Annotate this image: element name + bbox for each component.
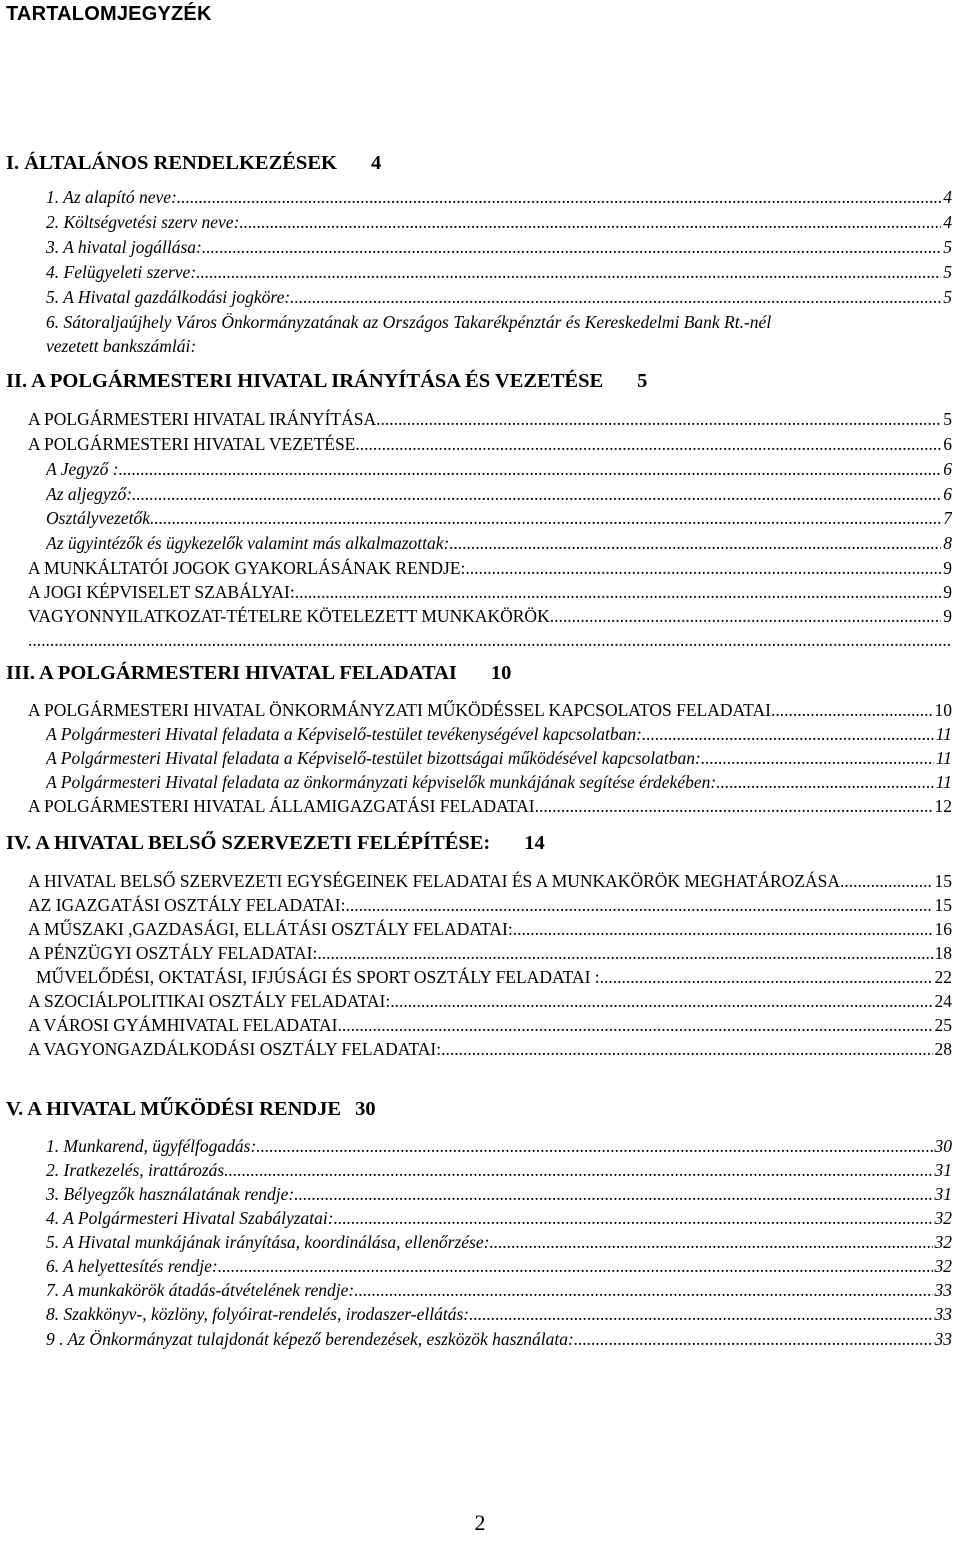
toc-entry[interactable]: A Polgármesteri Hivatal feladata a Képviselő-testület bizottságai működésével kapcsolatban: ..... 11	[46, 746, 952, 770]
section-heading[interactable]	[6, 832, 545, 855]
toc-entry[interactable]: 1. Az alapító neve: ..... 4	[46, 185, 952, 209]
toc-entry[interactable]: A MUNKÁLTATÓI JOGOK GYAKORLÁSÁNAK RENDJE: ..... 9	[28, 556, 952, 580]
dot-leader-line	[28, 628, 952, 652]
toc-entry[interactable]: 2. Költségvetési szerv neve: ..... 4	[46, 210, 952, 234]
toc-entry[interactable]: Az aljegyző: ..... 6	[46, 482, 952, 506]
toc-entry[interactable]: A POLGÁRMESTERI HIVATAL ÖNKORMÁNYZATI MŰKÖDÉSSEL KAPCSOLATOS FELADATAI ..... 10	[28, 698, 952, 722]
toc-entry[interactable]: AZ IGAZGATÁSI OSZTÁLY FELADATAI: ..... 15	[28, 893, 952, 917]
toc-entry[interactable]: 5. A Hivatal munkájának irányítása, koordinálása, ellenőrzése: ..... 32	[46, 1230, 952, 1254]
toc-entry[interactable]: 3. Bélyegzők használatának rendje: ..... 31	[46, 1182, 952, 1206]
toc-entry[interactable]: 7. A munkakörök átadás-átvételének rendje: ..... 33	[46, 1278, 952, 1302]
toc-entry[interactable]: A HIVATAL BELSŐ SZERVEZETI EGYSÉGEINEK FELADATAI ÉS A MUNKAKÖRÖK MEGHATÁROZÁSA ..... 15	[28, 869, 952, 893]
toc-entry[interactable]: 8. Szakkönyv-, közlöny, folyóirat-rendelés, irodaszer-ellátás: ..... 33	[46, 1302, 952, 1326]
toc-entry[interactable]: A POLGÁRMESTERI HIVATAL VEZETÉSE ..... 6	[28, 432, 952, 456]
toc-entry[interactable]: A Jegyző : ..... 6	[46, 457, 952, 481]
toc-entry[interactable]: MŰVELŐDÉSI, OKTATÁSI, IFJÚSÁGI ÉS SPORT OSZTÁLY FELADATAI : ..... 22	[36, 965, 952, 989]
section-title: III. A POLGÁRMESTERI HIVATAL FELADATAI	[6, 662, 457, 684]
toc-entry[interactable]: A Polgármesteri Hivatal feladata az önkormányzati képviselők munkájának segítése érdekében: ..... 11	[46, 770, 952, 794]
document-title: TARTALOMJEGYZÉK	[6, 3, 212, 25]
toc-entry[interactable]: 6. A helyettesítés rendje: ..... 32	[46, 1254, 952, 1278]
toc-entry[interactable]: A VAGYONGAZDÁLKODÁSI OSZTÁLY FELADATAI: ..... 28	[28, 1037, 952, 1061]
section-title: V. A HIVATAL MŰKÖDÉSI RENDJE	[6, 1098, 342, 1120]
section-title: I. ÁLTALÁNOS RENDELKEZÉSEK	[6, 152, 337, 174]
toc-entry[interactable]: 1. Munkarend, ügyfélfogadás: ..... 30	[46, 1134, 952, 1158]
toc-entry[interactable]: A MŰSZAKI ,GAZDASÁGI, ELLÁTÁSI OSZTÁLY FELADATAI: ..... 16	[28, 917, 952, 941]
toc-entry[interactable]: A VÁROSI GYÁMHIVATAL FELADATAI ..... 25	[28, 1013, 952, 1037]
section-page: 5	[637, 370, 648, 392]
toc-entry[interactable]: VAGYONNYILATKOZAT-TÉTELRE KÖTELEZETT MUNKAKÖRÖK ..... 9	[28, 604, 952, 628]
toc-entry[interactable]: A JOGI KÉPVISELET SZABÁLYAI: ..... 9	[28, 580, 952, 604]
toc-entry[interactable]: 4. Felügyeleti szerve: ..... 5	[46, 260, 952, 284]
section-page: 4	[370, 152, 382, 174]
section-page: 10	[490, 662, 512, 684]
toc-entry[interactable]: A PÉNZÜGYI OSZTÁLY FELADATAI: ..... 18	[28, 941, 952, 965]
toc-entry[interactable]: 4. A Polgármesteri Hivatal Szabályzatai: ..... 32	[46, 1206, 952, 1230]
section-heading[interactable]	[6, 152, 381, 175]
section-page: 14	[524, 832, 545, 854]
toc-entry[interactable]: A Polgármesteri Hivatal feladata a Képviselő-testület tevékenységével kapcsolatban: ..... 11	[46, 722, 952, 746]
toc-entry[interactable]: 3. A hivatal jogállása: ..... 5	[46, 235, 952, 259]
section-page: 30	[355, 1098, 376, 1120]
section-heading[interactable]	[6, 662, 511, 685]
page-number: 2	[474, 1510, 486, 1535]
toc-entry[interactable]	[46, 310, 952, 358]
toc-entry[interactable]: 9 . Az Önkormányzat tulajdonát képező berendezések, eszközök használata: ..... 33	[46, 1327, 952, 1351]
toc-entry[interactable]: 5. A Hivatal gazdálkodási jogköre: ..... 5	[46, 285, 952, 309]
toc-entry-line2: vezetett bankszámlái:	[46, 336, 197, 356]
toc-entry[interactable]: Osztályvezetők ..... 7	[46, 506, 952, 530]
toc-entry-line1: 6. Sátoraljaújhely Város Önkormányzatának az Országos Takarékpénztár és Kereskedelmi Bank Rt.-nél	[46, 312, 772, 332]
toc-entry[interactable]: Az ügyintézők és ügykezelők valamint más alkalmazottak: ..... 8	[46, 531, 952, 555]
toc-entry[interactable]: A POLGÁRMESTERI HIVATAL ÁLLAMIGAZGATÁSI FELADATAI ..... 12	[28, 794, 952, 818]
section-heading[interactable]	[6, 1098, 376, 1121]
toc-entry[interactable]: A POLGÁRMESTERI HIVATAL IRÁNYÍTÁSA. ..... 5	[28, 407, 952, 431]
toc-entry[interactable]: A SZOCIÁLPOLITIKAI OSZTÁLY FELADATAI: ..... 24	[28, 989, 952, 1013]
section-title: II. A POLGÁRMESTERI HIVATAL IRÁNYÍTÁSA ÉS VEZETÉSE	[6, 370, 604, 392]
section-title: IV. A HIVATAL BELSŐ SZERVEZETI FELÉPÍTÉSE:	[6, 832, 491, 854]
section-heading[interactable]	[6, 370, 647, 393]
toc-entry[interactable]: 2. Iratkezelés, irattározás ..... 31	[46, 1158, 952, 1182]
